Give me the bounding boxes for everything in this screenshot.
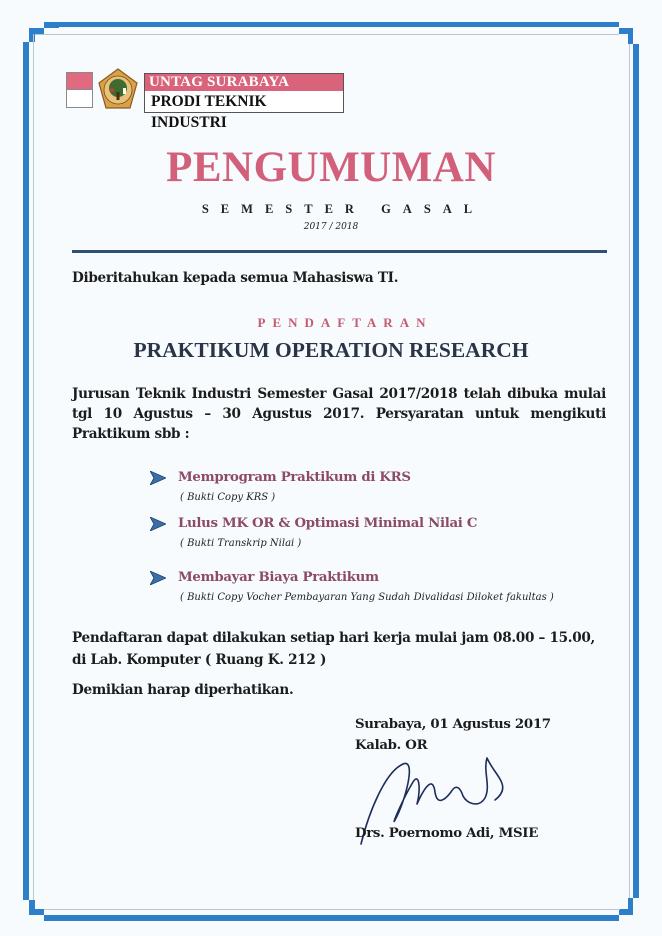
signatory-position: Kalab. OR — [355, 738, 428, 753]
requirement-title: Memprogram Praktikum di KRS — [178, 470, 411, 485]
arrow-bullet-icon — [150, 471, 166, 485]
requirement-note: ( Bukti Copy Vocher Pembayaran Yang Sudah Divalidasi Diloket fakultas ) — [180, 592, 554, 603]
department-name: PRODI TEKNIK INDUSTRI — [151, 93, 267, 131]
closing-remark: Demikian harap diperhatikan. — [72, 682, 294, 698]
requirement-note: ( Bukti Transkrip Nilai ) — [180, 538, 302, 549]
greeting: Diberitahukan kepada semua Mahasiswa TI. — [72, 270, 399, 286]
arrow-bullet-icon — [150, 517, 166, 531]
signatory-name: Drs. Poernomo Adi, MSIE — [355, 826, 539, 841]
divider — [72, 250, 607, 253]
semester-label: SEMESTER GASAL — [201, 202, 485, 216]
intro-paragraph: Jurusan Teknik Industri Semester Gasal 2017/2018 telah dibuka mulai tgl 10 Agustus – 30 Agustus 2017. Persyaratan untuk mengikuti Praktikum sbb : — [72, 386, 606, 442]
registration-info-line2: di Lab. Komputer ( Ruang K. 212 ) — [72, 652, 327, 668]
requirement-title: Membayar Biaya Praktikum — [178, 570, 379, 585]
registration-info-line1: Pendaftaran dapat dilakukan setiap hari kerja mulai jam 08.00 – 15.00, — [72, 630, 595, 646]
brand-box — [144, 73, 344, 131]
flag-red-stripe — [66, 72, 93, 90]
institution-name: UNTAG SURABAYA — [145, 74, 343, 91]
requirement-title: Lulus MK OR & Optimasi Minimal Nilai C — [178, 516, 478, 531]
section-heading: PRAKTIKUM OPERATION RESEARCH — [133, 338, 529, 362]
page-title: PENGUMUMAN — [166, 144, 496, 191]
academic-year: 2017 / 2018 — [303, 222, 359, 232]
section-subheading: PENDAFTARAN — [257, 315, 433, 330]
place-date: Surabaya, 01 Agustus 2017 — [355, 717, 551, 732]
arrow-bullet-icon — [150, 571, 166, 585]
requirement-note: ( Bukti Copy KRS ) — [180, 492, 276, 503]
university-seal-icon — [97, 68, 139, 110]
flag-white-stripe — [66, 89, 93, 108]
